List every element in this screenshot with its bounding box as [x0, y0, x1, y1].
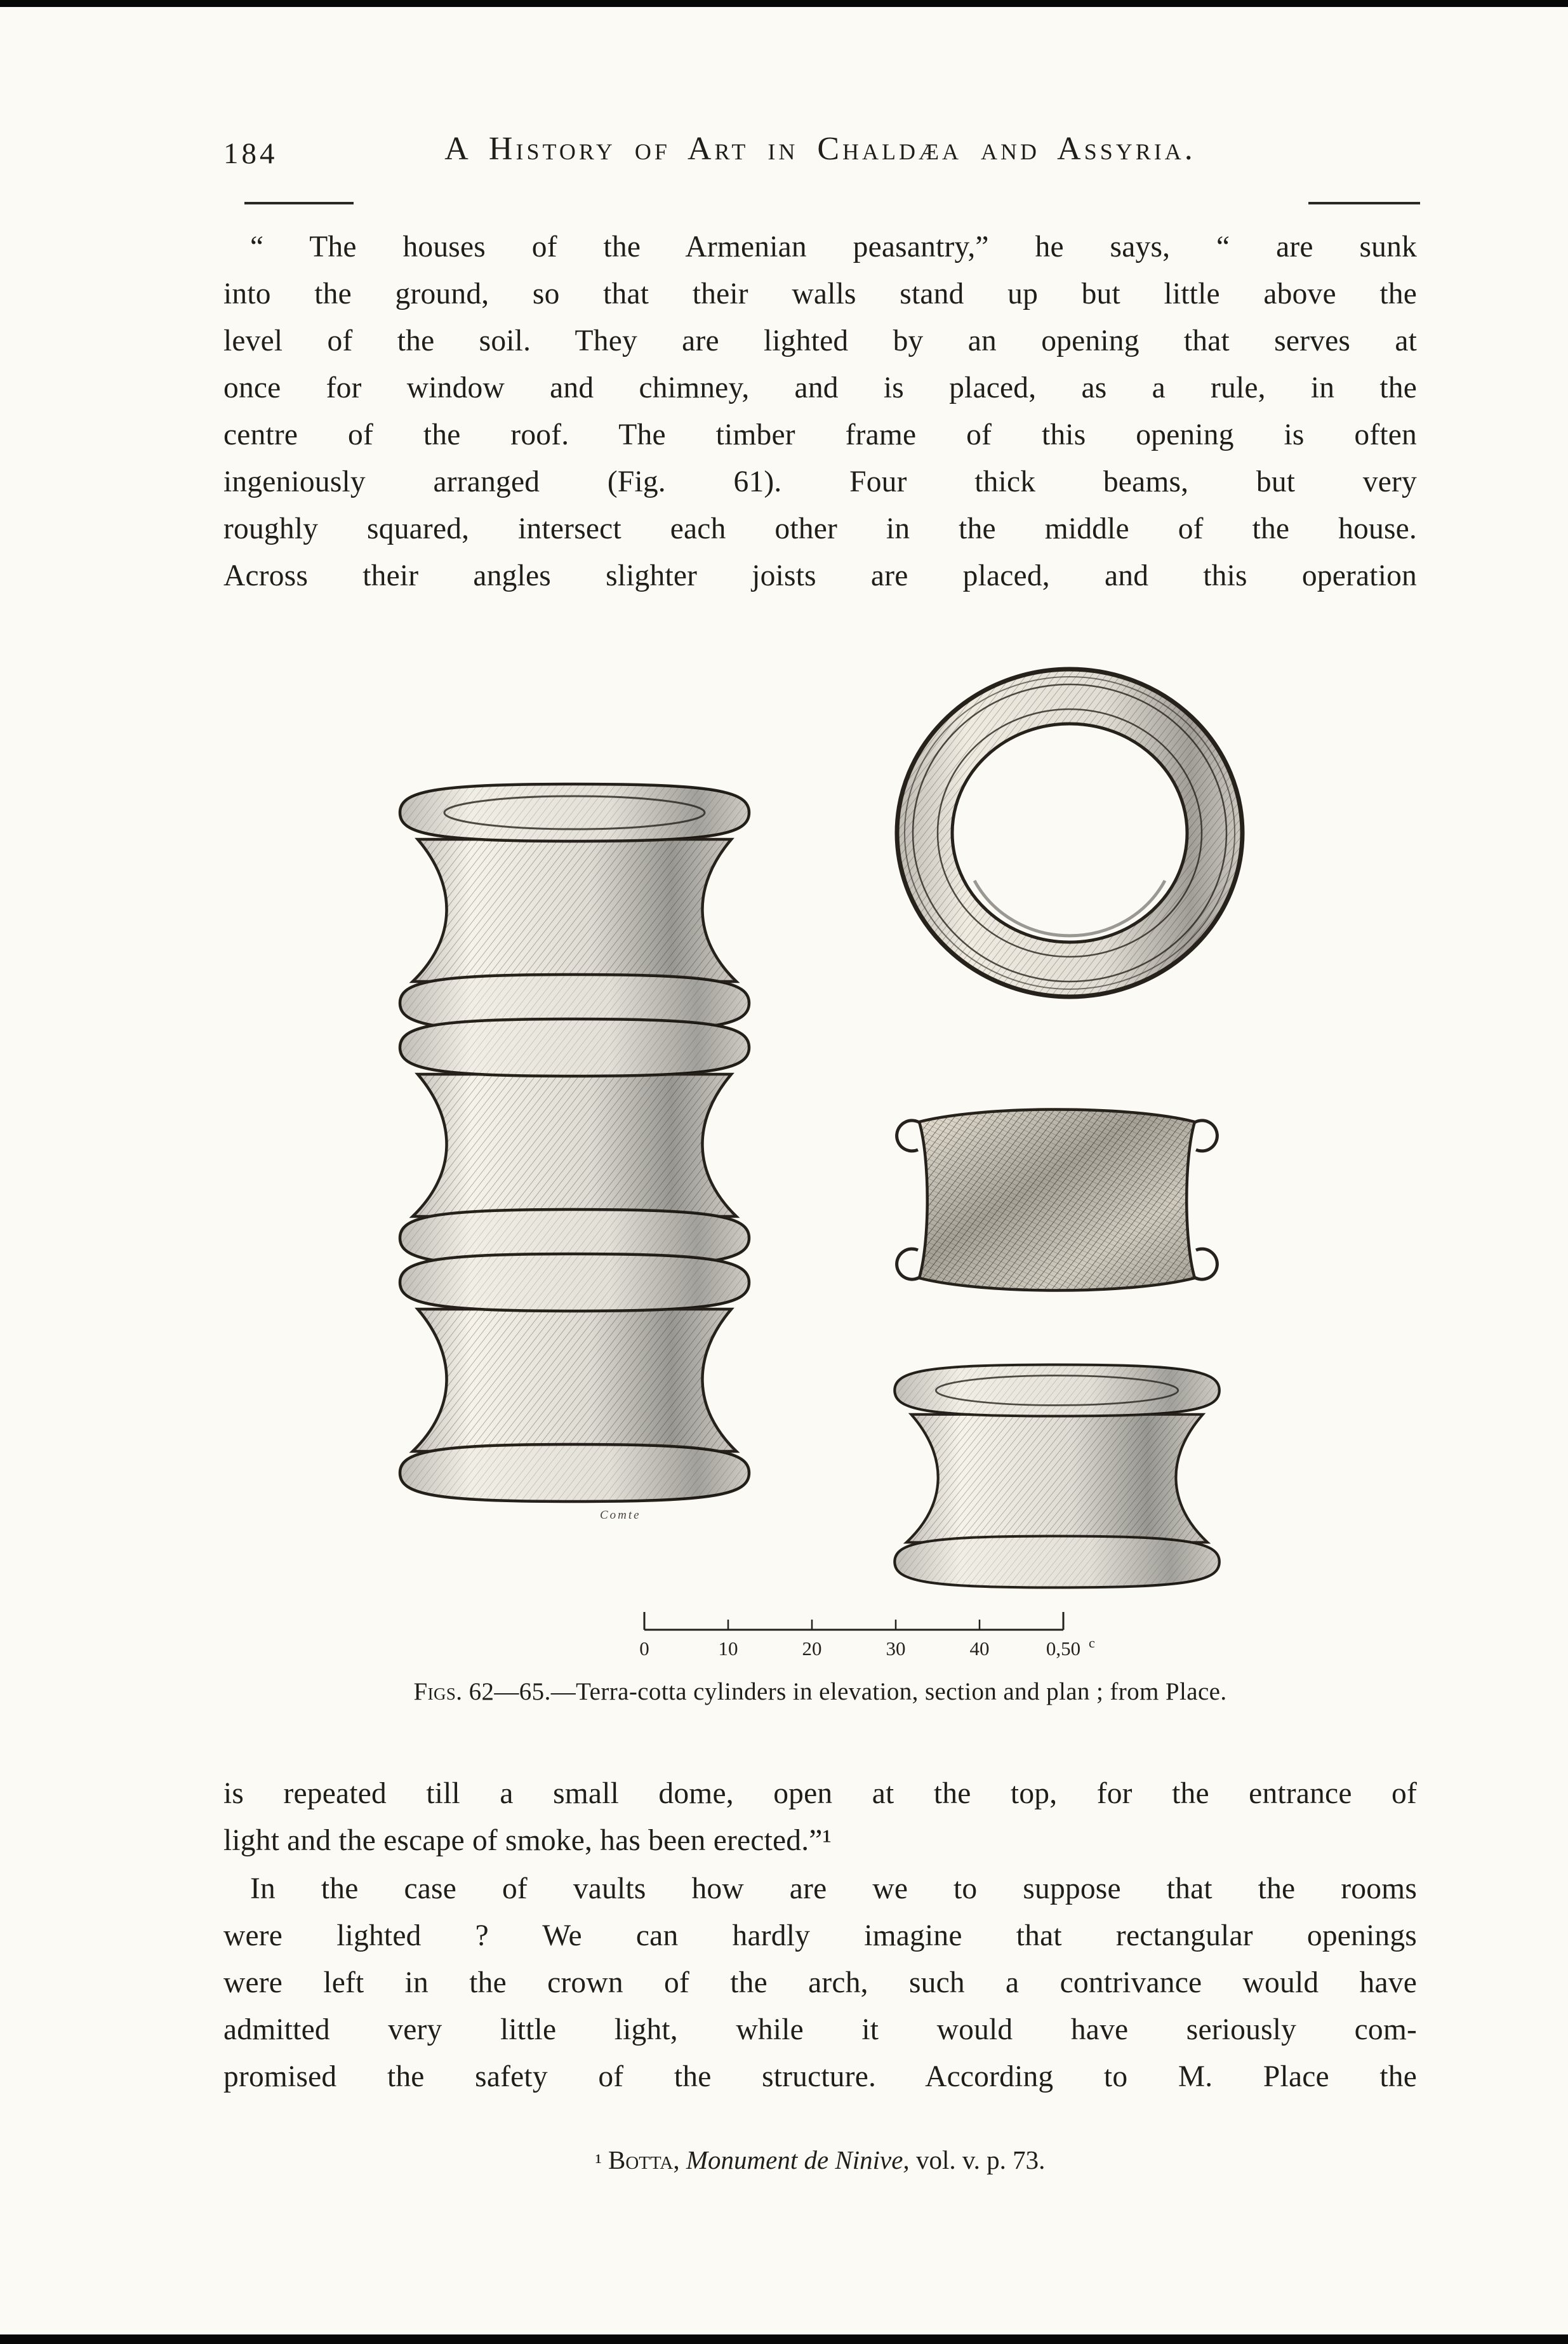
footnote-author: Botta,	[608, 2145, 680, 2174]
text-line: admitted very little light, while it would have seriously com-	[223, 2013, 1417, 2046]
text-line: level of the soil. They are lighted by an opening that serves at	[223, 324, 1417, 357]
scale-label: 40	[969, 1637, 990, 1660]
cylinder-plan-view	[897, 669, 1242, 997]
scale-unit-label: c	[1089, 1635, 1095, 1651]
scale-label: 20	[802, 1637, 822, 1660]
figure-illustration	[330, 660, 1282, 1676]
cylinder-stack-elevation	[400, 784, 749, 1502]
header-rule-left	[244, 202, 354, 204]
footnote-work-title: Monument de Ninive,	[686, 2145, 910, 2174]
scale-label: 30	[886, 1637, 906, 1660]
cylinder-elevation-single	[894, 1365, 1219, 1588]
text-line: were left in the crown of the arch, such a contrivance would have	[223, 1966, 1417, 1999]
header-rule-right	[1308, 202, 1420, 204]
text-line: Across their angles slighter joists are placed, and this operation	[223, 559, 1417, 592]
paragraph-3	[223, 1865, 1417, 2100]
running-title: A History of Art in Chaldæa and Assyria.	[444, 131, 1196, 167]
text-line: promised the safety of the structure. According to M. Place the	[223, 2060, 1417, 2093]
terracotta-cylinders-engraving	[330, 660, 1282, 1676]
text-line: is repeated till a small dome, open at the top, for the entrance of	[223, 1777, 1417, 1810]
scale-label: 0	[639, 1637, 649, 1660]
scale-label: 10	[718, 1637, 738, 1660]
text-line: ingeniously arranged (Fig. 61). Four thick beams, but very	[223, 465, 1417, 498]
engraver-signature: Comte	[600, 1508, 641, 1522]
scan-edge-bottom	[0, 2334, 1568, 2344]
figure-caption	[223, 1677, 1417, 1706]
scan-edge-top	[0, 0, 1568, 7]
footnote-marker: ¹	[595, 2150, 602, 2174]
footnote-reference: vol. v. p. 73.	[915, 2145, 1046, 2174]
cylinder-section-view	[897, 1110, 1218, 1291]
text-line: “ The houses of the Armenian peasantry,” he says, “ are sunk	[250, 230, 1417, 263]
page-header	[223, 130, 1417, 181]
footnote	[223, 2145, 1417, 2175]
scale-label: 0,50	[1046, 1637, 1081, 1660]
scale-bar	[639, 1612, 1095, 1660]
text-line: roughly squared, intersect each other in the middle of the house.	[223, 512, 1417, 545]
text-line: centre of the roof. The timber frame of this opening is often	[223, 418, 1417, 451]
figure-caption-text: —Terra-cotta cylinders in elevation, section and plan ; from Place.	[550, 1678, 1227, 1705]
text-line: into the ground, so that their walls stand up but little above the	[223, 277, 1417, 310]
paragraph-1	[223, 223, 1417, 599]
paragraph-2	[223, 1770, 1417, 1864]
text-line: In the case of vaults how are we to suppose that the rooms	[250, 1872, 1417, 1905]
figure-caption-number: Figs. 62—65.	[413, 1678, 551, 1705]
text-line: were lighted ? We can hardly imagine that rectangular openings	[223, 1919, 1417, 1952]
page-number: 184	[223, 137, 278, 170]
text-line: light and the escape of smoke, has been erected.”¹	[223, 1824, 832, 1857]
text-line: once for window and chimney, and is placed, as a rule, in the	[223, 371, 1417, 404]
